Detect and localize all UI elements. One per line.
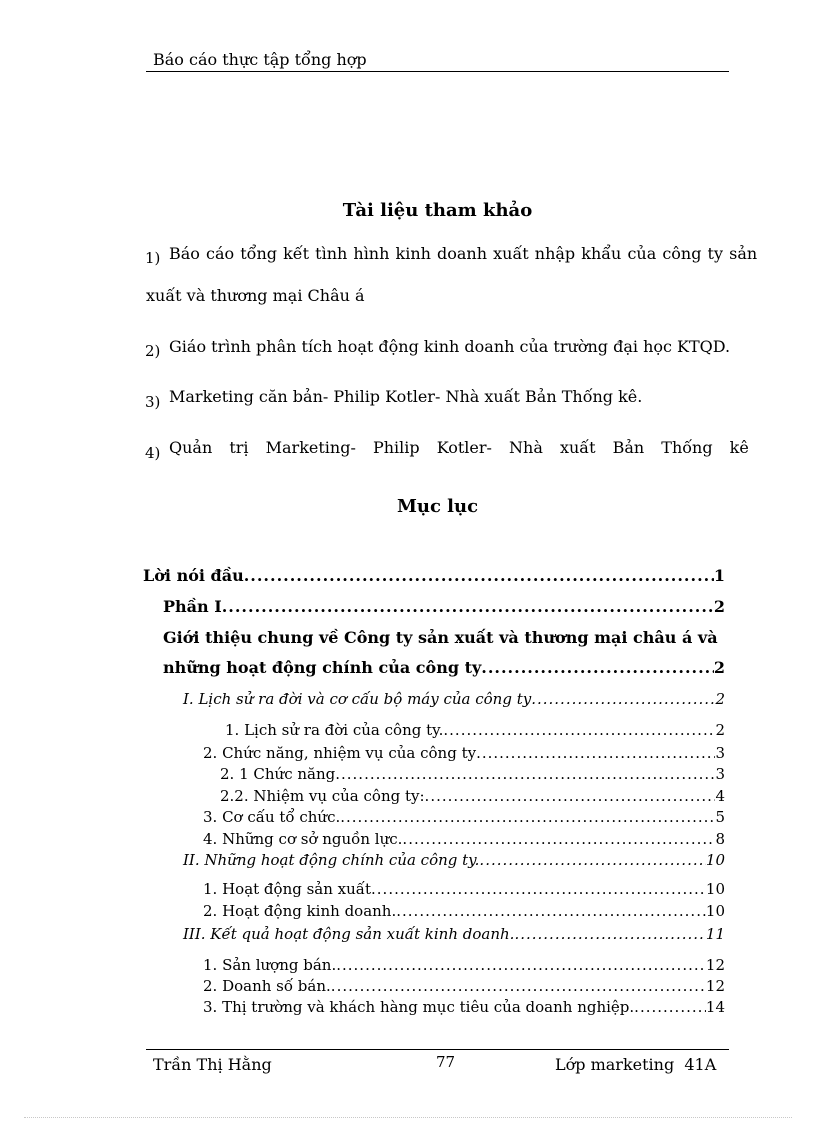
toc-leader	[244, 566, 714, 585]
footer-page-number: 77	[436, 1053, 456, 1071]
toc-entry-page: 2	[715, 690, 725, 708]
reference-number: 2)	[145, 342, 161, 360]
toc-entry[interactable]	[203, 977, 725, 995]
toc-entry-label: 3. Cơ cấu tổ chức.	[203, 808, 341, 826]
toc-leader	[476, 744, 715, 762]
toc-entry-label: 1. Hoạt động sản xuất	[203, 880, 372, 898]
toc-leader	[514, 925, 705, 943]
toc-leader	[222, 597, 714, 616]
toc-entry-label: 2. Hoạt động kinh doanh.	[203, 902, 397, 920]
reference-number: 4)	[145, 444, 161, 462]
toc-leader	[335, 765, 715, 783]
toc-entry[interactable]	[220, 765, 725, 783]
toc-entry[interactable]	[203, 830, 725, 848]
toc-entry-label: III. Kết quả hoạt động sản xuất kinh doanh.	[183, 925, 515, 943]
toc-title: Mục lục	[396, 496, 479, 517]
toc-entry-page: 10	[705, 880, 725, 898]
toc-leader	[531, 690, 715, 708]
toc-entry[interactable]	[183, 925, 725, 943]
toc-leader	[479, 851, 705, 869]
toc-leader	[481, 658, 714, 677]
toc-leader	[634, 998, 706, 1016]
toc-leader	[340, 808, 715, 826]
toc-leader	[336, 956, 706, 974]
toc-entry[interactable]	[203, 902, 725, 920]
toc-entry-label: II. Những hoạt động chính của công ty.	[183, 851, 480, 869]
toc-entry-label: 2. 1 Chức năng	[220, 765, 336, 783]
toc-entry-label: Phần I	[163, 597, 222, 616]
footer-rule	[146, 1049, 729, 1050]
toc-leader	[331, 977, 706, 995]
references-title: Tài liệu tham khảo	[342, 200, 533, 221]
toc-entry[interactable]	[203, 880, 725, 898]
toc-entry-page: 2	[713, 597, 725, 616]
toc-leader	[425, 787, 716, 805]
toc-leader	[371, 880, 706, 898]
toc-entry[interactable]	[203, 956, 725, 974]
reference-number: 3)	[145, 393, 161, 411]
toc-entry[interactable]	[183, 690, 725, 708]
toc-entry[interactable]	[163, 597, 725, 616]
footer-class: Lớp marketing 41A	[555, 1055, 717, 1074]
toc-entry[interactable]	[220, 787, 725, 805]
toc-entry-page: 1	[713, 566, 725, 585]
reference-line: Báo cáo tổng kết tình hình kinh doanh xuất nhập khẩu của công ty sản	[169, 244, 758, 263]
toc-entry-label: 1. Lịch sử ra đời của công ty.	[225, 721, 444, 739]
header-title: Báo cáo thực tập tổng hợp	[153, 50, 367, 69]
toc-entry-page: 2	[713, 658, 725, 677]
toc-leader	[402, 830, 715, 848]
reference-line: Giáo trình phân tích hoạt động kinh doanh của trường đại học KTQD.	[169, 337, 731, 356]
toc-entry-label: Giới thiệu chung về Công ty sản xuất và thương mại châu á và	[163, 628, 718, 647]
toc-entry-page: 4	[715, 787, 725, 805]
toc-entry-label: những hoạt động chính của công ty	[163, 658, 482, 677]
page-edge	[24, 1117, 792, 1118]
toc-entry-label: 2. Chức năng, nhiệm vụ của công ty	[203, 744, 477, 762]
toc-entry-page: 2	[715, 721, 725, 739]
toc-entry[interactable]	[183, 851, 725, 869]
toc-entry-label: Lời nói đầu	[143, 566, 244, 585]
toc-entry[interactable]	[143, 566, 725, 585]
toc-entry-page: 5	[715, 808, 725, 826]
toc-entry[interactable]	[163, 658, 725, 677]
header-rule	[146, 71, 729, 72]
toc-entry[interactable]	[163, 628, 718, 647]
toc-entry-page: 14	[705, 998, 725, 1016]
toc-entry[interactable]	[203, 808, 725, 826]
toc-entry-label: 1. Sản lượng bán.	[203, 956, 337, 974]
toc-leader	[443, 721, 715, 739]
footer-author: Trần Thị Hằng	[153, 1055, 272, 1074]
toc-entry-page: 11	[705, 925, 725, 943]
toc-leader	[396, 902, 706, 920]
toc-entry[interactable]	[225, 721, 725, 739]
toc-entry[interactable]	[203, 998, 725, 1016]
reference-line: Quản trị Marketing- Philip Kotler- Nhà xuất Bản Thống kê	[169, 438, 749, 457]
toc-entry-label: 4. Những cơ sở nguồn lực.	[203, 830, 403, 848]
toc-entry-page: 8	[715, 830, 725, 848]
toc-entry-label: 3. Thị trường và khách hàng mục tiêu của doanh nghiệp.	[203, 998, 635, 1016]
toc-entry-page: 12	[705, 956, 725, 974]
toc-entry-label: 2.2. Nhiệm vụ của công ty:	[220, 787, 425, 805]
reference-line: Marketing căn bản- Philip Kotler- Nhà xuất Bản Thống kê.	[169, 387, 643, 406]
reference-line: xuất và thương mại Châu á	[146, 286, 365, 305]
toc-entry-page: 12	[705, 977, 725, 995]
reference-number: 1)	[145, 249, 161, 267]
toc-entry-page: 3	[715, 765, 725, 783]
toc-entry-label: I. Lịch sử ra đời và cơ cấu bộ máy của công ty	[183, 690, 532, 708]
toc-entry-page: 10	[705, 851, 725, 869]
toc-entry-label: 2. Doanh số bán.	[203, 977, 331, 995]
toc-entry-page: 3	[715, 744, 725, 762]
toc-entry[interactable]	[203, 744, 725, 762]
toc-entry-page: 10	[705, 902, 725, 920]
